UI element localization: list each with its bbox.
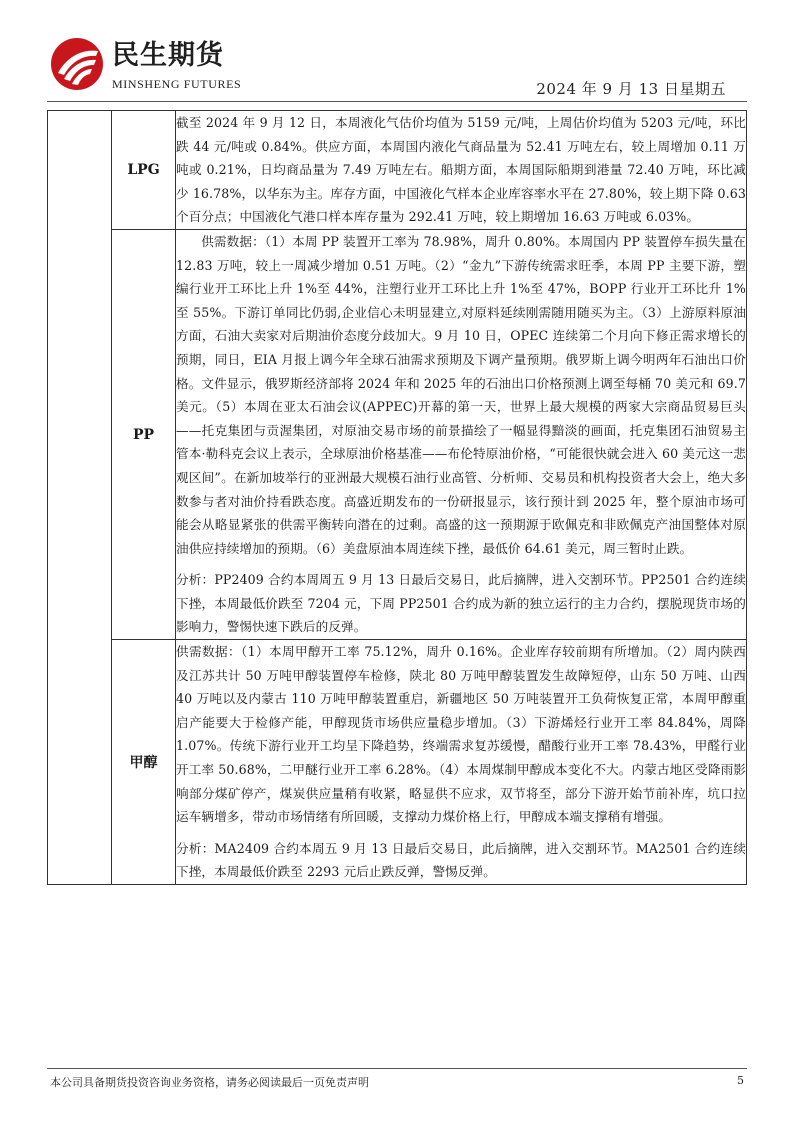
logo-english-name: MINSHENG FUTURES: [112, 77, 242, 91]
page-number: 5: [737, 1074, 744, 1087]
minsheng-logo-icon: [50, 37, 104, 91]
logo-chinese-name: 民生期货: [112, 40, 224, 71]
footer-disclaimer: 本公司具备期货投资咨询业务资格，请务必阅读最后一页免责声明: [50, 1076, 369, 1089]
row-label-methanol: 甲醇: [112, 640, 176, 885]
row-label-lpg: LPG: [112, 111, 176, 230]
methanol-supply-paragraph: 供需数据：（1）本周甲醇开工率 75.12%，周升 0.16%。企业库存较前期有所增加。（2）周内陕西及江苏共计 50 万吨甲醇装置停车检修，陕北 80 万吨甲醇装置发生故障短停，山东 50 万吨、山西 40 万吨以及内蒙古 110 万吨甲醇装置重启，新疆地区 50 万吨装置开工负荷恢复正常，本周甲醇重启产能要大于检修产能，甲醇现货市场供应量稳步增加。（3）下游烯烃行业开工率 84.84%，周降 1.07%。传统下游行业开工均呈下降趋势，终端需求复苏缓慢，醋酸行业开工率 78.43%，甲醛行业开工率 50.68%，二甲醚行业开工率 6.28%。（4）本周煤制甲醇成本变化不大。内蒙古地区受降雨影响部分煤矿停产，煤炭供应量稍有收紧，略显供不应求，双节将至，部分下游开始节前补库，坑口拉运车辆增多，带动市场情绪有所回暖，支撑动力煤价格上行，甲醇成本端支撑稍有增强。: [176, 644, 746, 825]
commodity-table: [47, 110, 747, 885]
blank-column: [48, 111, 112, 885]
report-date: 2024 年 9 月 13 日星期五: [536, 80, 726, 98]
lpg-paragraph: 截至 2024 年 9 月 12 日，本周液化气估价均值为 5159 元/吨，上周估价均值为 5203 元/吨，环比跌 44 元/吨或 0.84%。供应方面，本周国内液化气商品量为 52.41 万吨左右，较上周增加 0.11 万吨或 0.21%，日均商品量为 7.49 万吨左右。船期方面，本周国际船期到港量 72.40 万吨，环比减少 16.78%，以华东为主。库存方面，中国液化气样本企业库容率水平在 27.80%，较上期下降 0.63 个百分点；中国液化气港口样本库存量为 292.41 万吨，较上期增加 16.63 万吨或 6.03%。: [176, 115, 746, 225]
methanol-analysis-paragraph: 分析：MA2409 合约本周五 9 月 13 日最后交易日，此后摘牌，进入交割环节。MA2501 合约连续下挫，本周最低价跌至 2293 元后止跌反弹，警惕反弹。: [176, 840, 746, 880]
table-row: [48, 111, 747, 230]
footer-divider: [47, 1068, 747, 1069]
row-content-lpg: [176, 111, 747, 230]
row-content-pp: [176, 229, 747, 639]
table-row: [48, 229, 747, 639]
header-divider: [47, 101, 747, 102]
pp-supply-paragraph: 供需数据：（1）本周 PP 装置开工率为 78.98%，周升 0.80%。本周国内 PP 装置停车损失量在 12.83 万吨，较上一周减少增加 0.51 万吨。（2）“金九”下游传统需求旺季，本周 PP 主要下游，塑编行业开工环比上升 1%至 44%，注塑行业开工环比上升 1%至 47%，BOPP 行业开工环比升 1%至 55%。下游订单同比仍弱,企业信心未明显建立,对原料延续刚需随用随买为主。（3）上游原料原油方面，石油大卖家对后期油价态度分歧加大。9 月 10 日，OPEC 连续第二个月向下修正需求增长的预期，同日，EIA 月报上调今年全球石油需求预期及下调产量预期。俄罗斯上调今明两年石油出口价格。文件显示，俄罗斯经济部将 2024 年和 2025 年的石油出口价格预测上调至每桶 70 美元和 69.7 美元。（5）本周在亚太石油会议(APPEC)开幕的第一天，世界上最大规模的两家大宗商品贸易巨头——托克集团与贡渥集团，对原油交易市场的前景描绘了一幅显得黯淡的画面，托克集团石油贸易主管本·勒科克会议上表示，全球原油价格基准——布伦特原油价格，“可能很快就会进入 60 美元这一悲观区间”。在新加坡举行的亚洲最大规模石油行业高管、分析师、交易员和机构投资者大会上，绝大多数参与者对油价持看跌态度。高盛近期发布的一份研报显示，该行预计到 2025 年，整个原油市场可能会从略显紧张的供需平衡转向潜在的过剩。高盛的这一预期源于欧佩克和非欧佩克产油国整体对原油供应持续增加的预期。（6）美盘原油本周连续下挫，最低价 64.61 美元，周三暂时止跌。: [176, 233, 747, 556]
row-label-pp: PP: [112, 229, 176, 639]
page-header: [0, 0, 794, 100]
table-row: [48, 640, 747, 885]
row-content-methanol: [176, 640, 747, 885]
pp-analysis-paragraph: 分析：PP2409 合约本周周五 9 月 13 日最后交易日，此后摘牌，进入交割环节。PP2501 合约连续下挫，本周最低价跌至 7204 元，下周 PP2501 合约成为新的独立运行的主力合约，摆脱现货市场的影响力，警惕快速下跌后的反弹。: [176, 572, 746, 635]
